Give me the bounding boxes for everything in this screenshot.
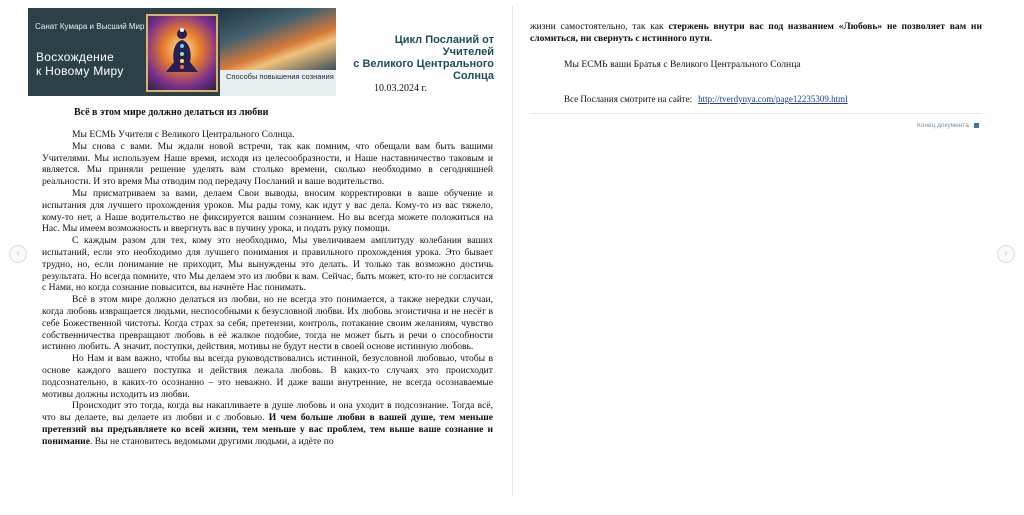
paragraph-7-continued bbox=[530, 21, 982, 45]
message-body bbox=[42, 129, 493, 448]
paragraph-3: Мы присматриваем за вами, делаем Свои выводы, вносим корректировки в ваше обучение и испытания для лучшего прохождения уроков. Мы рады тому, как идут у вас дела. Кому-то из вас тяжело, кому-то нет, а Наше водительство не фиксируется вашим сознанием. Но вы всегда можете положиться на Нас. Мы имеем возможность и ввергнуть вас в пучину урока, и подать руку помощи. bbox=[42, 187, 493, 235]
end-rule bbox=[530, 113, 982, 114]
header-banner bbox=[28, 8, 336, 96]
banner-headline bbox=[36, 50, 124, 78]
banner-subtitle: Способы повышения сознания bbox=[226, 72, 334, 81]
paragraph-7 bbox=[42, 400, 493, 447]
message-date: 10.03.2024 г. bbox=[374, 83, 427, 94]
document-page-right bbox=[518, 0, 988, 500]
series-title-line1: Цикл Посланий от bbox=[394, 34, 494, 46]
paragraph-7-part-c: . Вы не становитесь ведомыми другими людьми, а идёте по bbox=[89, 435, 334, 447]
series-title-line3: с Великого Центрального bbox=[353, 58, 494, 70]
end-square-icon bbox=[974, 123, 979, 128]
paragraph-5: Всё в этом мире должно делаться из любви, но не всегда это понимается, а также нередки случаи, когда любовь извращается людьми, неспособными к безусловной любви. Их любовь эгоистична и не несёт в себе Божественной чистоты. Когда страх за себя, претензии, контроль, потакание своим желаниям, чувство собственничества превращают любовь в её жалкое подобие, тогда не может быть и речи о способности истинно любить. А значит, поступки, действия, мотивы не будут нести в своей основе истинную любовь. bbox=[42, 294, 493, 353]
next-page-button[interactable]: › bbox=[997, 245, 1015, 263]
paragraph-4: С каждым разом для тех, кому это необходимо, Мы увеличиваем амплитуду колебания ваших испытаний, если это необходимо для лучшего понимания и правильного прохождения урока. Это бывает трудно, но, если понимание не приходит, Мы вынуждены это делать. И только так возможно достичь результата. Но всегда помните, что Мы делаем это из любви к вам. Сейчас, быть может, кто-то не согласится с Нами, но когда сознание повысится, вы начнёте Нас понимать. bbox=[42, 235, 493, 294]
prev-page-button[interactable]: ‹ bbox=[9, 245, 27, 263]
banner-top-text: Санат Кумара и Высший Мир bbox=[35, 22, 145, 31]
series-title-line2: Учителей bbox=[442, 46, 494, 58]
continued-text: жизни самостоятельно, так как bbox=[530, 21, 669, 32]
banner-headline-line2: к Новому Миру bbox=[36, 64, 124, 78]
see-all-line bbox=[564, 94, 848, 104]
continued-bold-text: стержень внутри вас под названием «Любовь» не позволяет вам ни сломиться, ни свернуть с истинного пути. bbox=[530, 21, 982, 44]
message-title: Всё в этом мире должно делаться из любви bbox=[74, 107, 269, 118]
site-link[interactable]: http://tverdynya.com/page12235309.html bbox=[698, 94, 848, 104]
series-title-line4: Солнца bbox=[452, 70, 494, 82]
sky-image bbox=[220, 8, 336, 70]
banner-headline-line1: Восхождение bbox=[36, 50, 115, 64]
document-page-left bbox=[28, 0, 498, 500]
meditation-figure-icon bbox=[148, 16, 216, 90]
page-divider bbox=[512, 6, 513, 496]
end-of-document-label: Конец документа bbox=[917, 122, 969, 129]
paragraph-7-bold: И чем больше любви в вашей душе, тем меньше претензий вы предъявляете ко всей жизни, тем меньше у вас проблем, тем выше ваше сознание и понимание bbox=[42, 412, 494, 447]
series-title bbox=[346, 34, 494, 82]
paragraph-6: Но Нам и вам важно, чтобы вы всегда руководствовались истинной, безусловной любовью, чтобы в основе каждого вашего поступка и действия лежала любовь. В каких-то случаях это происходит подсознательно, в каких-то осознанно – это неважно. И даже ваши внутренние, не всегда осознаваемые мотивы должны исходить из любви. bbox=[42, 353, 493, 400]
see-all-label: Все Послания смотрите на сайте: bbox=[564, 94, 693, 104]
signature: Мы ЕСМЬ ваши Братья с Великого Центрального Солнца bbox=[564, 59, 801, 70]
meditation-figure-image bbox=[146, 14, 218, 92]
paragraph-7-part-a: Происходит это тогда, когда вы накапливаете в душе любовь и она уходит в подсознание. Тогда всё, что вы делаете, вы делаете из любви и с любовью. bbox=[42, 400, 493, 424]
end-of-document bbox=[917, 122, 979, 129]
paragraph-1: Мы ЕСМЬ Учителя с Великого Центрального Солнца. bbox=[72, 129, 295, 140]
paragraph-2: Мы снова с вами. Мы ждали новой встречи, так как помним, что обещали вам быть вашими Учителями. Мы используем Наше время, исходя из целесообразности, и Наше наставничество таковым и является. Мы приняли решение уделять вам столько времени, сколько необходимо в сегодняшней реальности. И это время Мы отводим под передачу Посланий и ваше водительство. bbox=[42, 140, 493, 188]
